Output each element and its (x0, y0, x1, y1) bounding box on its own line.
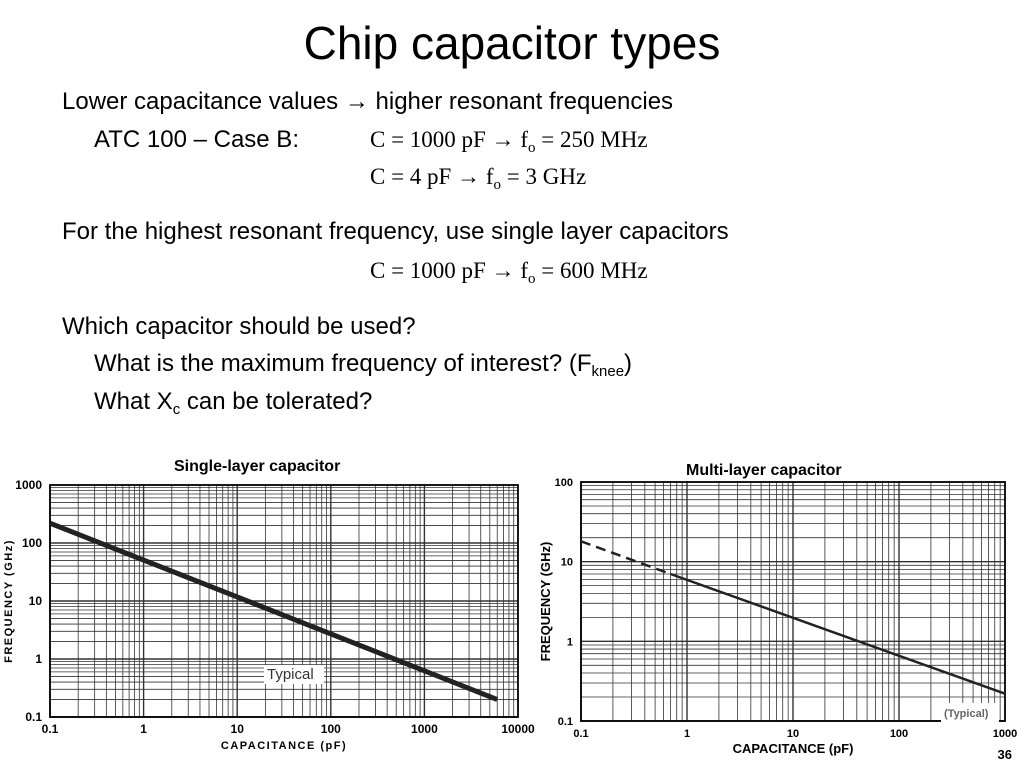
y-tick-label: 100 (21, 536, 42, 550)
equation-f: f (514, 127, 529, 152)
equation-lhs: C = 4 pF (370, 164, 458, 189)
equation-subscript: o (528, 271, 536, 287)
x-tick-label: 1 (140, 722, 147, 736)
chart-title-multi-layer: Multi-layer capacitor (686, 462, 842, 479)
equation-f: f (480, 164, 494, 189)
arrow-icon: → (491, 127, 515, 152)
x-tick-label: 100 (320, 722, 341, 736)
y-tick-label: 10 (560, 556, 573, 569)
x-axis-label: CAPACITANCE (pF) (732, 741, 854, 756)
bullet-text: higher resonant frequencies (368, 88, 674, 115)
page-number: 36 (997, 747, 1012, 762)
x-tick-label: 1 (683, 728, 691, 740)
equation-4pf (370, 164, 586, 194)
equation-rhs: = 600 MHz (535, 258, 648, 283)
x-tick-label: 100 (889, 728, 909, 740)
equation-rhs: = 3 GHz (501, 164, 587, 189)
x-tick-label: 1000 (992, 728, 1018, 740)
equation-f: f (514, 258, 529, 283)
sub-bullet-xc (94, 388, 372, 418)
equation-subscript: o (493, 177, 502, 193)
series-line (671, 574, 1005, 694)
y-tick-label: 0.1 (557, 716, 573, 728)
bullet-text: What X (94, 388, 173, 415)
bullet-which-capacitor: Which capacitor should be used? (62, 313, 416, 340)
x-tick-label: 0.1 (41, 722, 59, 736)
arrow-icon: → (344, 88, 369, 115)
equation-1000pf (370, 127, 648, 157)
bullet-text: can be tolerated? (180, 388, 373, 415)
x-tick-label: 10000 (501, 722, 535, 736)
arrow-icon: → (491, 258, 515, 283)
single-layer-chart (0, 474, 540, 768)
bullet-text: Lower capacitance values (62, 88, 345, 115)
equation-rhs: = 250 MHz (535, 127, 648, 152)
x-tick-label: 10 (786, 728, 800, 740)
slide-title: Chip capacitor types (303, 17, 721, 69)
bullet-highest-resonant: For the highest resonant frequency, use single layer capacitors (62, 218, 729, 245)
sub-bullet-max-frequency (94, 350, 632, 380)
y-tick-label: 1 (566, 636, 573, 649)
y-tick-label: 100 (554, 477, 573, 489)
y-tick-label: 0.1 (25, 710, 42, 724)
equation-lhs: C = 1000 pF (370, 258, 492, 283)
bullet-text: ) (624, 350, 633, 377)
bullet-subscript: c (172, 401, 181, 418)
y-tick-label: 1000 (15, 478, 42, 492)
y-axis-label: FREQUENCY (GHz) (3, 539, 15, 663)
x-tick-label: 10 (230, 722, 244, 736)
arrow-icon: → (457, 164, 481, 189)
x-axis-label: CAPACITANCE (pF) (220, 740, 348, 752)
typical-annotation: Typical (267, 666, 314, 683)
x-tick-label: 1000 (411, 722, 438, 736)
chart-title-single-layer: Single-layer capacitor (174, 458, 341, 475)
equation-single-layer (370, 258, 648, 288)
y-tick-label: 10 (28, 594, 42, 608)
typical-annotation: (Typical) (944, 708, 989, 720)
y-tick-label: 1 (35, 652, 42, 666)
x-tick-label: 0.1 (573, 728, 589, 740)
sub-bullet-atc100: ATC 100 – Case B: (94, 126, 299, 153)
bullet-lower-capacitance (62, 88, 673, 116)
y-axis-label: FREQUENCY (GHz) (538, 541, 553, 662)
bullet-text: What is the maximum frequency of interest? (F (94, 350, 592, 377)
multi-layer-chart (538, 474, 1018, 768)
equation-subscript: o (528, 140, 536, 156)
equation-lhs: C = 1000 pF (370, 127, 492, 152)
bullet-subscript: knee (591, 363, 625, 380)
